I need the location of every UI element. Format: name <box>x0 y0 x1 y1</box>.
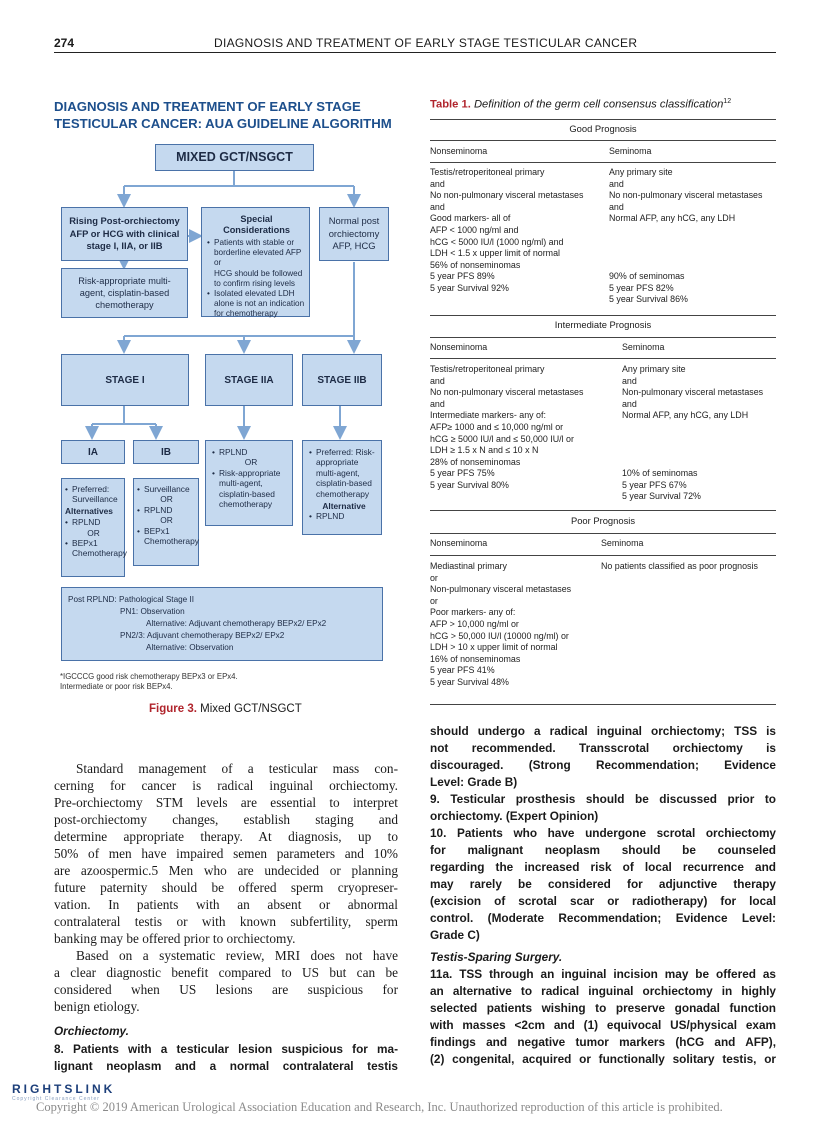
table-caption <box>430 98 731 111</box>
box-line: borderline elevated AFP or <box>214 248 302 268</box>
box-bullet <box>309 447 379 499</box>
ib-options-box <box>133 478 199 566</box>
box-line: PN2/3: Adjuvant chemotherapy BEPx2/ EPx2 <box>120 631 285 640</box>
box-line: chemotherapy <box>95 300 154 310</box>
table-col-header: Seminoma <box>609 146 652 156</box>
box-line: multi-agent, <box>219 478 263 489</box>
text-line: 50% of men have impaired semen parameters and 10% <box>54 846 398 861</box>
table-section-poor: Poor Prognosis <box>570 515 636 526</box>
text-line: may rarely be considered for adjunctive therapy <box>430 877 776 891</box>
box-heading: Special Considerations <box>223 214 290 235</box>
text-line: should undergo a radical inguinal orchiectomy; TSS is <box>430 724 776 738</box>
box-line: for chemotherapy <box>214 309 278 319</box>
table-label: Table 1. <box>430 98 471 111</box>
box-line: PN1: Observation <box>120 607 185 616</box>
box-label: IA <box>88 446 98 458</box>
text-line: lignant neoplasm and a normal contralateral testis <box>54 1059 398 1073</box>
rightslink-logo: RIGHTSLINK <box>12 1082 116 1096</box>
box-line: cisplatin-based <box>316 478 372 489</box>
text-line: (excision of scrotal scar or radiotherapy) for local <box>430 894 776 908</box>
box-line: AFP, HCG <box>332 240 376 252</box>
text-line: an alternative to radical inguinal orchiectomy in highly <box>430 984 776 998</box>
ia-options-box <box>61 478 125 577</box>
text-line: (2) congenital, acquired or functionally solitary testis, or <box>430 1052 776 1066</box>
text-line: determine appropriate therapy. At diagnosis, up to <box>54 829 398 844</box>
copyright-notice: Copyright © 2019 American Urological Association Education and Research, Inc. Unauthorized reproduction of this article is prohibited. <box>36 1100 723 1114</box>
table-col-header: Seminoma <box>622 342 665 352</box>
footnote-line: Intermediate or poor risk BEPx4. <box>60 682 173 691</box>
text-line: cerning for cancer is radical inguinal orchiectomy. <box>54 778 398 793</box>
table-rule <box>430 510 776 511</box>
section-heading: Testis-Sparing Surgery. <box>430 950 563 964</box>
table-cell: Any primary site and Non-pulmonary visceral metastases and Normal AFP, any hCG, any LDH <box>622 364 764 421</box>
stage-i-box <box>61 354 189 406</box>
box-line: • Isolated elevated LDH <box>214 289 295 299</box>
text-line: Based on a systematic review, MRI does not have <box>76 948 398 963</box>
box-bullet: • RPLND <box>309 511 379 521</box>
paragraph <box>54 760 398 947</box>
text-line: discouraged. (Strong Recommendation; Evidence <box>430 758 776 772</box>
table-rule <box>430 337 776 338</box>
text-line: benign etiology. <box>54 999 140 1014</box>
table-rule <box>430 358 776 359</box>
text-line: control. (Moderate Recommendation; Evidence Level: <box>430 911 776 925</box>
text-line: Level: Grade B) <box>430 775 518 789</box>
rising-markers-box <box>61 207 188 261</box>
box-line: orchiectomy <box>328 227 380 239</box>
box-line: • BEPx1 <box>144 525 170 536</box>
or-label: OR <box>160 515 173 526</box>
page-number: 274 <box>54 36 75 50</box>
box-line: stage I, IIA, or IIB <box>86 240 163 252</box>
box-label: STAGE I <box>105 374 145 386</box>
box-heading: Alternative <box>322 501 366 512</box>
box-line: Normal post <box>328 215 380 227</box>
text-line: a clear diagnostic benefit compared to US but can be <box>54 965 398 980</box>
running-title: DIAGNOSIS AND TREATMENT OF EARLY STAGE TESTICULAR CANCER <box>214 36 638 50</box>
box-line: Rising Post-orchiectomy <box>69 215 180 227</box>
box-line: chemotherapy <box>316 488 370 499</box>
paragraph <box>54 947 398 1015</box>
box-bullet <box>212 468 290 510</box>
box-line: agent, cisplatin-based <box>79 288 170 298</box>
or-label: OR <box>244 457 258 468</box>
box-label: STAGE IIA <box>224 374 274 386</box>
mixed-gct-box <box>155 144 314 171</box>
box-label: STAGE IIB <box>317 374 367 386</box>
ia-box <box>61 440 125 464</box>
table-cell: 90% of seminomas 5 year PFS 82% 5 year Survival 86% <box>609 271 688 305</box>
box-label: MIXED GCT/NSGCT <box>176 150 293 164</box>
text-line: for malignant neoplasm should be counseled <box>430 843 776 857</box>
text-line: Standard management of a testicular mass con- <box>76 761 398 776</box>
normal-markers-box <box>319 207 389 261</box>
flowchart-title-line: DIAGNOSIS AND TREATMENT OF EARLY STAGE <box>54 99 361 114</box>
box-line: to confirm rising levels <box>214 278 295 288</box>
box-bullet <box>207 238 306 289</box>
iia-options-box <box>205 440 293 526</box>
box-line: • Risk-appropriate <box>219 467 281 478</box>
post-rplnd-box <box>61 587 383 661</box>
risk-chemo-box <box>61 268 188 318</box>
rightslink-subtitle: Copyright Clearance Center <box>12 1096 100 1102</box>
table-cell: No patients classified as poor prognosis <box>601 561 758 571</box>
text-line: future paternity should be offered sperm cryopreser- <box>54 880 398 895</box>
text-line: Grade C) <box>430 928 480 942</box>
text-line: findings and negative tumor markers (hCG and AFP), <box>430 1035 776 1049</box>
section-heading: Orchiectomy. <box>54 1024 129 1038</box>
stage-iib-box <box>302 354 382 406</box>
header-rule <box>54 52 776 53</box>
recommendation-8 <box>54 1041 398 1075</box>
box-line: Risk-appropriate multi- <box>78 276 171 286</box>
text-line: contralateral testis or with known subfertility, sperm <box>54 914 398 929</box>
box-line: cisplatin-based <box>219 488 275 499</box>
text-line: regarding the increased risk of local recurrence and <box>430 860 776 874</box>
box-bullet <box>137 525 199 547</box>
table-rule <box>430 704 776 705</box>
text-line: 10. Patients who have undergone scrotal orchiectomy <box>430 826 776 840</box>
table-rule <box>430 140 776 141</box>
box-line: alone is not an indication <box>214 299 305 309</box>
text-line: banking may be offered prior to orchiectomy. <box>54 931 296 946</box>
table-cell: Any primary site and No non-pulmonary visceral metastases and Normal AFP, any hCG, any LDH <box>609 167 763 224</box>
ib-box <box>133 440 199 464</box>
text-line: 8. Patients with a testicular lesion suspicious for ma- <box>54 1042 398 1056</box>
left-column-text <box>54 760 398 1015</box>
box-line: • BEPx1 <box>72 538 98 549</box>
box-line: HCG should be followed <box>214 268 303 278</box>
box-line: appropriate <box>316 457 359 468</box>
table-col-header: Nonseminoma <box>430 146 488 156</box>
box-line: chemotherapy <box>219 499 273 510</box>
table-cell: Mediastinal primary or Non-pulmonary visceral metastases or Poor markers- any of: AFP > 10,000 ng/ml or hCG > 50,000 IU/l (10000 ng/ml) or LDH > 10 x upper limit of normal 16% of nonseminomas 5 year PFS 41% 5 year Survival 48% <box>430 561 572 687</box>
table-cell: Testis/retroperitoneal primary and No non-pulmonary visceral metastases and Good markers- all of AFP < 1000 ng/ml and hCG < 5000 IU/l (1000 ng/ml) and LDH < 1.5 x upper limit of normal 56% of nonseminomas 5 year PFS 89% 5 year Survival 92% <box>430 167 584 293</box>
box-line: • Preferred: <box>72 484 110 494</box>
box-line: Chemotherapy <box>72 548 127 559</box>
table-col-header: Seminoma <box>601 538 644 548</box>
table-rule <box>430 555 776 556</box>
table-cell: Testis/retroperitoneal primary and No non-pulmonary visceral metastases and Intermediate markers- any of: AFP≥ 1000 and ≤ 10,000 ng/ml or hCG ≥ 5000 IU/l and ≤ 50,000 IU/l or LDH ≥ 1.5 x N and ≤ 10 x N 28% of nonseminomas 5 year PFS 75% 5 year Survival 80% <box>430 364 584 490</box>
table-rule <box>430 533 776 534</box>
figure-caption <box>149 703 302 715</box>
text-line: post-orchiectomy changes, establish staging and <box>54 812 398 827</box>
box-bullet: • RPLND <box>65 517 122 527</box>
text-line: vation. In patients with an absent or abnormal <box>54 897 398 912</box>
paragraph <box>430 966 776 1068</box>
table-cell: 10% of seminomas 5 year PFS 67% 5 year Survival 72% <box>622 468 701 502</box>
table-rule <box>430 119 776 120</box>
or-label: OR <box>87 527 100 538</box>
box-line: multi-agent, <box>316 467 360 478</box>
box-line: Surveillance <box>72 494 118 505</box>
figure-label: Figure 3. <box>149 703 197 715</box>
table-col-header: Nonseminoma <box>430 342 488 352</box>
table-section-intermediate: Intermediate Prognosis <box>554 319 652 330</box>
box-label: IB <box>161 446 171 458</box>
flowchart-title <box>54 98 404 132</box>
right-column-text <box>430 723 776 1068</box>
text-line: are azoospermic.5 Men who are undecided or planning <box>54 863 398 878</box>
box-bullet: • RPLND <box>212 447 290 457</box>
text-line: 11a. TSS through an inguinal incision may be offered as <box>430 967 776 981</box>
text-line: considered when US lesions are suspicious for <box>54 982 398 997</box>
text-line: orchiectomy. (Expert Opinion) <box>430 809 599 823</box>
table-caption-text: Definition of the germ cell consensus classification <box>473 98 724 111</box>
table-rule <box>430 162 776 163</box>
box-heading: Alternatives <box>65 505 113 516</box>
table-col-header: Nonseminoma <box>430 538 488 548</box>
box-bullet <box>207 289 306 320</box>
iib-options-box <box>302 440 382 535</box>
box-line: • Patients with stable or <box>214 238 295 247</box>
table-caption-ref: 12 <box>723 98 732 105</box>
table-section-good: Good Prognosis <box>569 123 637 134</box>
box-bullet: • RPLND <box>137 505 196 515</box>
box-line: AFP or HCG with clinical <box>69 227 180 239</box>
flowchart-title-line: TESTICULAR CANCER: AUA GUIDELINE ALGORITHM <box>54 116 392 131</box>
box-line: Alternative: Adjuvant chemotherapy BEPx2/ EPx2 <box>146 619 327 628</box>
text-line: Pre-orchiectomy STM levels are essential to interpret <box>54 795 398 810</box>
box-line: • Preferred: Risk- <box>316 447 375 457</box>
box-line: Alternative: Observation <box>146 643 234 652</box>
text-line: with masses <2cm and (1) equivocal US/physical exam <box>430 1018 776 1032</box>
paragraph <box>430 723 776 944</box>
box-line: Chemotherapy <box>144 536 199 547</box>
special-considerations-box <box>201 207 310 317</box>
box-bullet <box>65 484 122 505</box>
text-line: 9. Testicular prosthesis should be discussed prior to <box>430 792 776 806</box>
box-bullet: • Surveillance <box>137 484 196 494</box>
box-bullet <box>65 538 127 559</box>
box-line: Post RPLND: Pathological Stage II <box>68 595 195 604</box>
flowchart-footnote <box>60 672 238 692</box>
table-rule <box>430 315 776 316</box>
or-label: OR <box>160 494 173 505</box>
figure-caption-text: Mixed GCT/NSGCT <box>200 703 302 715</box>
footnote-line: *IGCCCG good risk chemotherapy BEPx3 or EPx4. <box>60 672 238 681</box>
stage-iia-box <box>205 354 293 406</box>
text-line: selected patients wishing to preserve gonadal function <box>430 1001 776 1015</box>
text-line: not recommended. Transscrotal orchiectomy is <box>430 741 776 755</box>
